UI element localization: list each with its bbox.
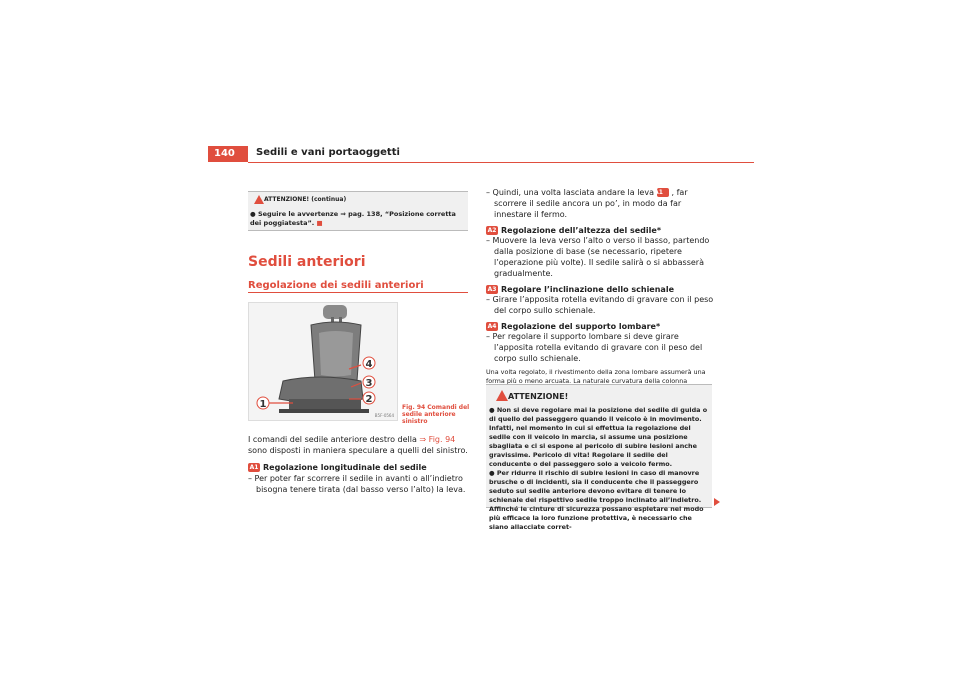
item-1-step: – Per poter far scorrere il sedile in avanti o all’indietro bisogna tenere tirata (dal basso verso l’alto) la leva. xyxy=(248,474,466,494)
badge-a2: A2 xyxy=(487,227,497,234)
badge-a1: A1 xyxy=(249,464,259,471)
badge-a3: A3 xyxy=(487,286,497,293)
warning-continued-bullet: Seguire le avvertenze ⇒ pag. 138, “Posizione corretta dei poggiatesta”. xyxy=(250,210,456,227)
headrest-shape xyxy=(323,305,347,319)
warning-text xyxy=(489,406,711,532)
page-number: 140 xyxy=(208,146,248,162)
intro-text-end: sono disposti in maniera speculare a quelli del sinistro. xyxy=(248,446,468,455)
intro-text: I comandi del sedile anteriore destro della xyxy=(248,435,420,444)
cont-line-end: , far scorrere il sedile ancora un po’, in modo da far innestare il fermo. xyxy=(494,188,688,219)
warning-continued-title: ATTENZIONE! (continua) xyxy=(264,196,347,203)
fig-label-2: 2 xyxy=(365,394,373,405)
warning-triangle-icon xyxy=(254,195,264,204)
item-3-heading xyxy=(486,285,714,294)
item-2-step: – Muovere la leva verso l’alto o verso il basso, partendo dalla posizione di base (se necessario, ripetere l’operazione più volte). Il sedile salirà o si abbasserà gradualmente. xyxy=(486,236,710,278)
intro-paragraph xyxy=(248,434,470,456)
badge-a4: A4 xyxy=(487,323,497,330)
fig-label-3: 3 xyxy=(365,378,373,389)
warning-box xyxy=(486,384,712,531)
seat-figure xyxy=(248,302,398,421)
subsection-rule xyxy=(248,292,468,293)
warning-continued-box xyxy=(248,191,468,231)
warning-bullet-1-text: Non si deve regolare mai la posizione del sedile di guida o di quello del passeggero quando il veicolo è in movimento. Infatti, nel momento in cui si effettua la regolazione del sedile con il veicolo in marcia, si assume una posizione sbagliata e ci si espone al pericolo di subire lesioni anche gravissime. Pericolo di vita! Regolare il sedile del conducente o del passeggero solo a veicolo fermo. xyxy=(489,406,708,468)
warning-bullet-1: ● Non si deve regolare mai la posizione del sedile di guida o di quello del passeggero quando il veicolo è in movimento. Infatti, nel momento in cui si effettua la regolazione del sedile con il veicolo in marcia, si assume una posizione sbagliata e ci si espone al pericolo di subire lesioni anche gravissime. Pericolo di vita! Regolare il sedile del conducente o del passeggero solo a veicolo fermo. xyxy=(489,406,708,468)
item-2-heading xyxy=(486,226,714,235)
end-mark-icon: ■ xyxy=(316,219,323,227)
item-1-heading xyxy=(248,462,470,473)
item-2-title: Regolazione dell’altezza del sedile* xyxy=(501,226,661,235)
item-4-step: – Per regolare il supporto lombare si deve girare l’apposita rotella evitando di gravare con il peso del corpo sullo schienale. xyxy=(486,332,703,363)
badge-a1-inline: A1 xyxy=(657,188,669,197)
item-1-title: Regolazione longitudinale del sedile xyxy=(263,463,427,472)
warning-bullet-2: ● Per ridurre il rischio di subire lesioni in caso di manovre brusche o di incidenti, sia il conducente che il passeggero seduto sul sedile anteriore devono evitare di tenere lo schienale del rispettivo sedile troppo inclinato all’indietro. Affinché le cinture di sicurezza possano espletare nel modo più efficace la loro funzione protettiva, è necessario che siano allacciate corret- xyxy=(489,469,704,531)
item-3-step: – Girare l’apposita rotella evitando di gravare con il peso del corpo sullo schienale. xyxy=(486,295,714,315)
item-4-title: Regolazione del supporto lombare* xyxy=(501,322,661,331)
warning-bullet-2-text: Per ridurre il rischio di subire lesioni in caso di manovre brusche o di incidenti, sia il conducente che il passeggero seduto sul sedile anteriore devono evitare di tenere lo schienale del rispettivo sedile troppo inclinato all’indietro. Affinché le cinture di sicurezza possano espletare nel modo più efficace la loro funzione protettiva, è necessario che siano allacciate corret- xyxy=(489,469,704,531)
item-1-step-continued xyxy=(486,187,714,220)
continue-arrow-icon xyxy=(714,498,720,506)
figure-code: B5F-0564 xyxy=(374,413,394,418)
subsection-title: Regolazione dei sedili anteriori xyxy=(248,280,424,291)
fig-label-4: 4 xyxy=(365,359,373,370)
left-column-text xyxy=(248,434,470,495)
note-paragraph: Una volta regolato, il rivestimento della zona lombare assumerà una forma più o meno arcuata. La naturale curvatura della colonna xyxy=(486,368,706,385)
running-header: Sedili e vani portaoggetti xyxy=(256,147,400,158)
right-column-text xyxy=(486,187,714,394)
warning-title: ATTENZIONE! xyxy=(508,392,569,401)
cont-line-start: – Quindi, una volta lasciata andare la leva xyxy=(486,188,657,197)
fig-label-1: 1 xyxy=(259,399,267,410)
section-title: Sedili anteriori xyxy=(248,254,366,270)
header-rule xyxy=(248,162,754,163)
item-3-title: Regolare l’inclinazione dello schienale xyxy=(501,285,674,294)
figure-reference-link[interactable]: ⇒ Fig. 94 xyxy=(419,435,456,444)
warning-triangle-icon xyxy=(496,390,508,401)
figure-caption: Fig. 94 Comandi del sedile anteriore sinistro xyxy=(402,404,470,425)
item-4-heading xyxy=(486,322,714,331)
warning-continued-text: ● Seguire le avvertenze ⇒ pag. 138, “Posizione corretta dei poggiatesta”. ■ xyxy=(250,210,456,227)
seat-illustration xyxy=(249,303,397,420)
